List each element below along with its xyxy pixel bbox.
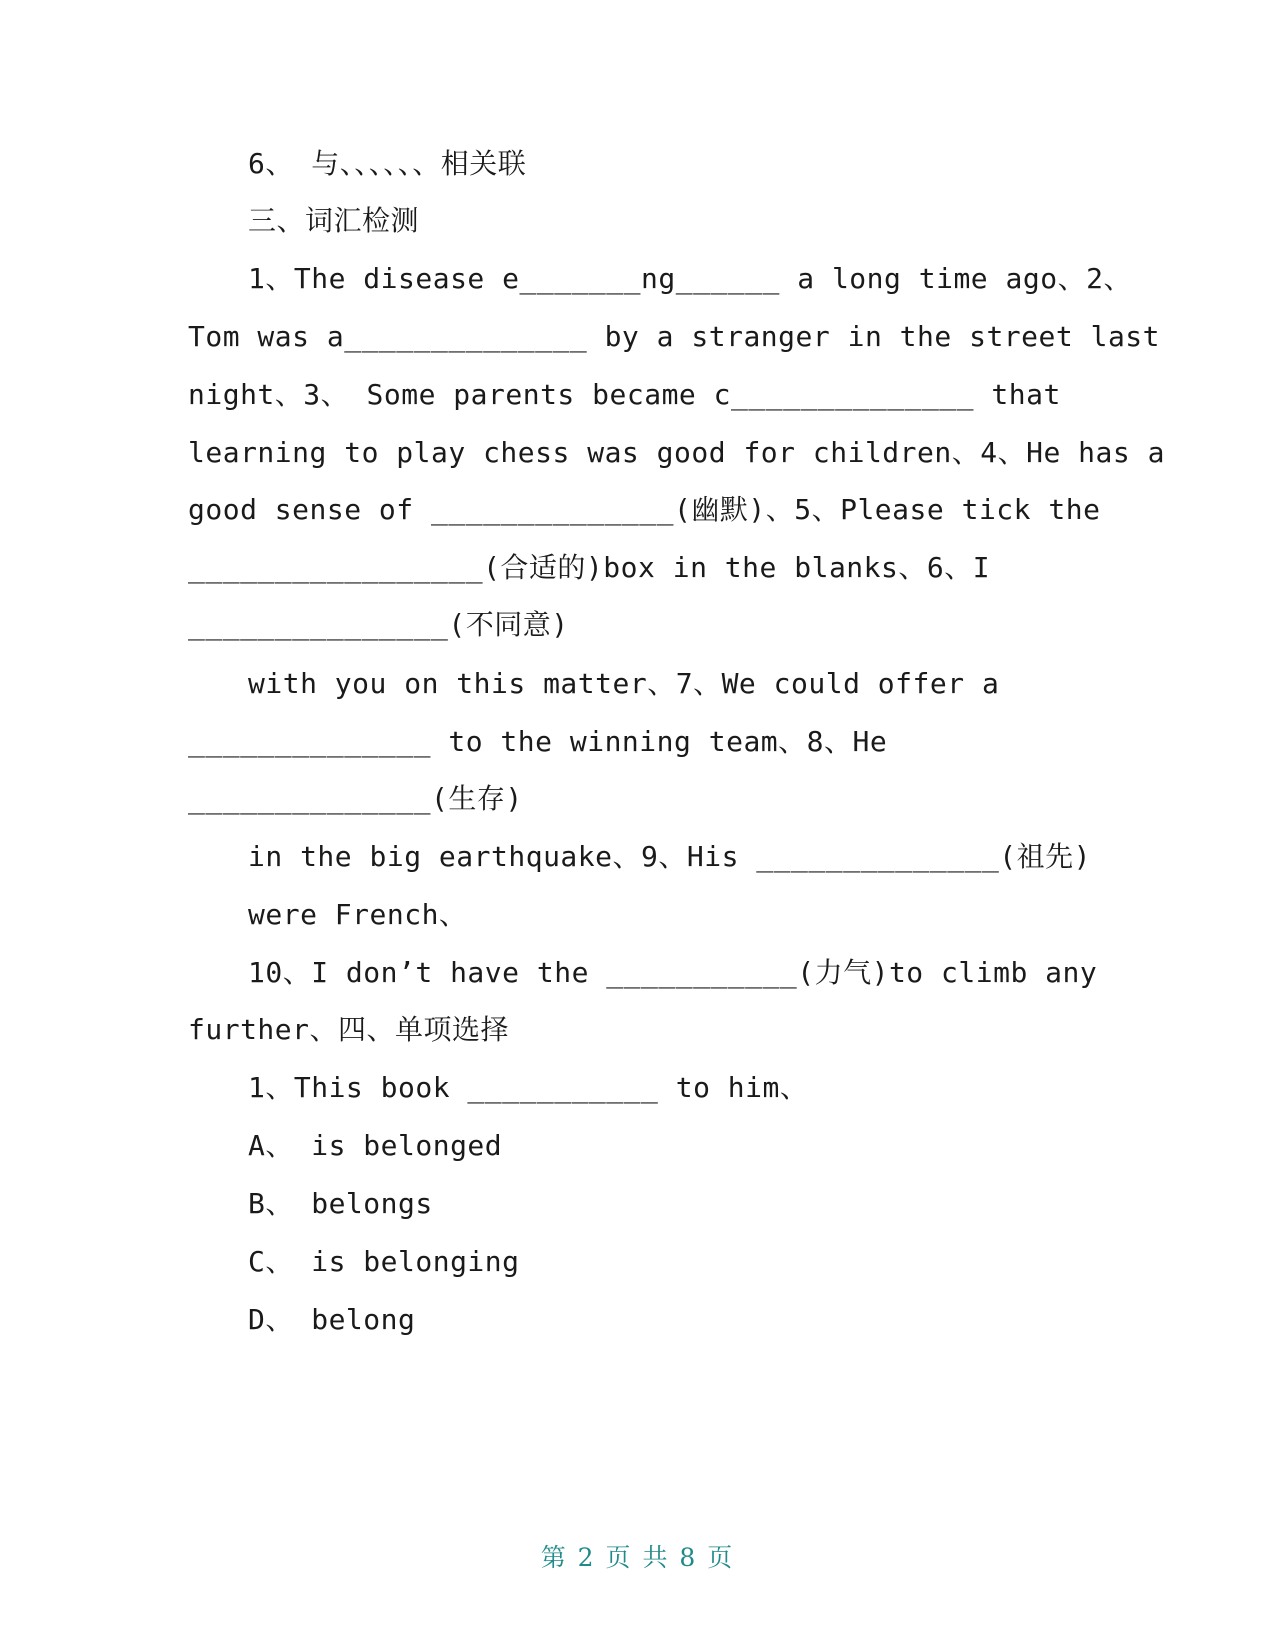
question-1: 1、This book ___________ to him、	[248, 1071, 809, 1104]
text-line: ______________ to the winning team、8、He	[188, 725, 888, 758]
option-a: A、 is belonged	[248, 1129, 503, 1162]
text-line: Tom was a______________ by a stranger in the street last	[188, 320, 1161, 353]
section-heading-vocab: 三、词汇检测	[248, 204, 420, 237]
option-d: D、 belong	[248, 1303, 416, 1336]
text-line: learning to play chess was good for children、4、He has a	[188, 436, 1165, 469]
text-line: _________________(合适的)box in the blanks、6、I	[188, 551, 991, 584]
list-item-6: 6、 与、、、、、、相关联	[248, 147, 527, 180]
text-line: 1、The disease e_______ng______ a long time ago、2、	[248, 262, 1132, 295]
text-line: night、3、 Some parents became c______________ that	[188, 378, 1061, 411]
text-line: further、四、单项选择	[188, 1013, 510, 1046]
text-line: in the big earthquake、9、His ______________(祖先)	[248, 840, 1092, 873]
text-line: 10、I don’t have the ___________(力气)to climb any	[248, 956, 1098, 989]
page-footer: 第 2 页 共 8 页	[540, 1543, 735, 1572]
text-line: _______________(不同意)	[188, 608, 569, 641]
option-b: B、 belongs	[248, 1187, 433, 1220]
option-c: C、 is belonging	[248, 1245, 520, 1278]
text-line: with you on this matter、7、We could offer a	[248, 667, 1000, 700]
text-line: ______________(生存)	[188, 782, 523, 815]
text-line: good sense of ______________(幽默)、5、Please tick the	[188, 493, 1101, 526]
text-line: were French、	[248, 898, 468, 931]
